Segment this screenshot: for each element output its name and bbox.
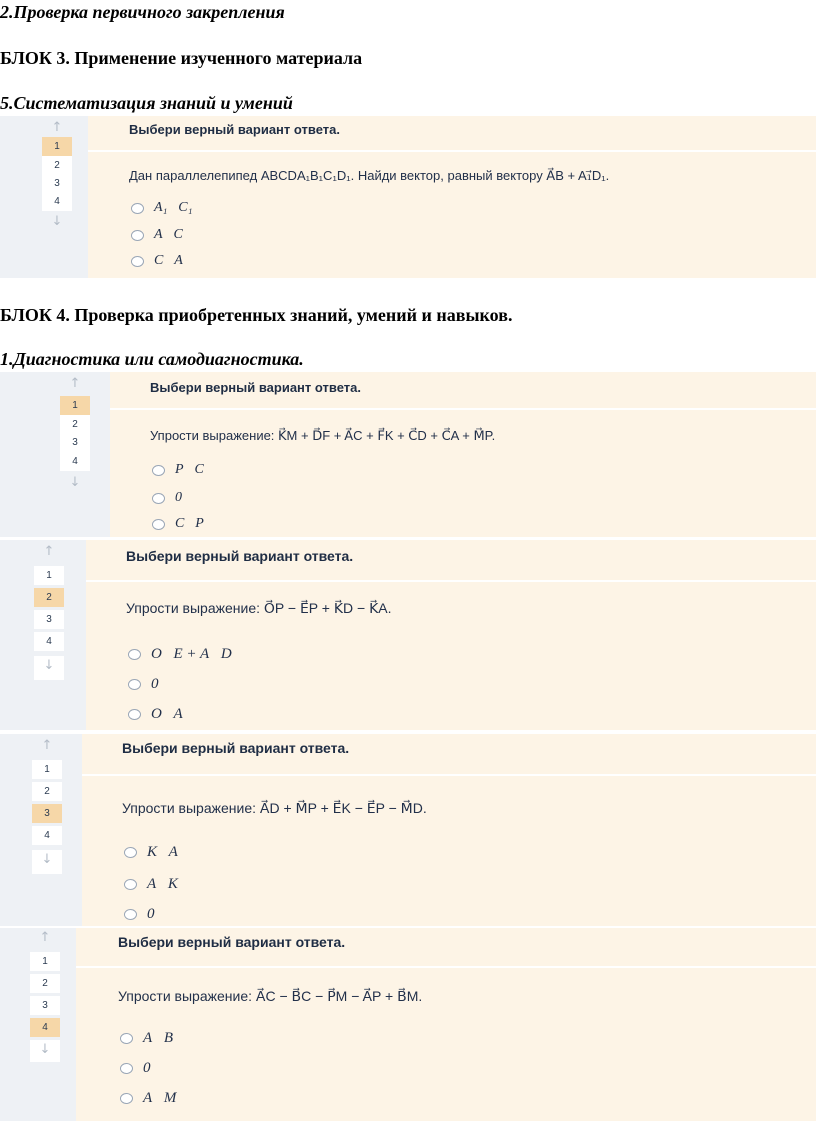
question-nav: [0, 734, 82, 926]
radio-icon[interactable]: [152, 519, 165, 530]
block-3-title: БЛОК 3. Применение изученного материала: [0, 48, 363, 68]
answer-option-1[interactable]: [128, 646, 232, 663]
question-heading: Выбери верный вариант ответа.: [126, 548, 354, 564]
option-label: A⃗M: [143, 1090, 177, 1106]
radio-icon[interactable]: [128, 649, 141, 660]
answer-option-1[interactable]: [120, 1030, 173, 1047]
arrow-up-icon[interactable]: ↑: [39, 930, 51, 945]
question-text: Упрости выражение: K⃗M + D⃗F + A⃗C + F⃗K + C⃗D + C⃗A + M⃗P.: [150, 428, 496, 443]
option-label: 0⃗: [151, 676, 171, 692]
arrow-down-icon[interactable]: ↓: [34, 656, 64, 680]
nav-question-3[interactable]: 3: [42, 174, 72, 193]
nav-question-4[interactable]: 4: [30, 1018, 60, 1037]
quiz-panel-5: [0, 928, 816, 1121]
radio-icon[interactable]: [131, 230, 144, 241]
arrow-down-icon[interactable]: ↓: [32, 850, 62, 874]
option-label: A₁⃗C₁: [154, 200, 193, 215]
nav-question-3[interactable]: 3: [32, 804, 62, 823]
radio-icon[interactable]: [120, 1093, 133, 1104]
question-text: Упрости выражение: A⃗C − B⃗C − P⃗M − A⃗P + B⃗M.: [118, 988, 423, 1004]
radio-icon[interactable]: [131, 203, 144, 214]
quiz-panel-1: [0, 116, 816, 278]
nav-question-1[interactable]: 1: [42, 137, 72, 156]
nav-question-1[interactable]: 1: [32, 760, 62, 779]
radio-icon[interactable]: [152, 465, 165, 476]
question-text: Дан параллелепипед ABCDA₁B₁C₁D₁. Найди вектор, равный вектору A⃗B + A₁⃗D₁.: [129, 168, 610, 183]
quiz-panel-4: [0, 734, 816, 926]
divider: [82, 774, 816, 776]
answer-option-1[interactable]: [131, 200, 193, 216]
nav-question-1[interactable]: 1: [34, 566, 64, 585]
question-heading: Выбери верный вариант ответа.: [150, 380, 361, 395]
arrow-down-icon[interactable]: ↓: [69, 475, 81, 490]
question-heading: Выбери верный вариант ответа.: [118, 934, 346, 950]
nav-question-1[interactable]: 1: [30, 952, 60, 971]
radio-icon[interactable]: [124, 879, 137, 890]
section-title-systematization: 5.Систематизация знаний и умений: [0, 93, 293, 113]
question-nav: [0, 116, 88, 278]
answer-option-3[interactable]: [131, 253, 183, 269]
quiz-panel-3: [0, 540, 816, 730]
answer-option-3[interactable]: [152, 516, 204, 532]
nav-question-3[interactable]: 3: [60, 433, 90, 452]
nav-question-3[interactable]: 3: [30, 996, 60, 1015]
answer-option-2[interactable]: [124, 876, 178, 893]
radio-icon[interactable]: [124, 847, 137, 858]
nav-question-2[interactable]: 2: [30, 974, 60, 993]
answer-option-1[interactable]: [124, 844, 178, 861]
nav-question-4[interactable]: 4: [32, 826, 62, 845]
radio-icon[interactable]: [120, 1063, 133, 1074]
option-label: A⃗C: [154, 227, 183, 242]
nav-question-4[interactable]: 4: [60, 452, 90, 471]
arrow-up-icon[interactable]: ↑: [41, 738, 53, 753]
radio-icon[interactable]: [128, 709, 141, 720]
option-label: C⃗A: [154, 253, 183, 268]
quiz-panel-2: [0, 372, 816, 537]
question-nav: [0, 372, 110, 537]
nav-question-4[interactable]: 4: [34, 632, 64, 651]
nav-question-1[interactable]: 1: [60, 396, 90, 415]
answer-option-2[interactable]: [131, 227, 183, 243]
nav-question-3[interactable]: 3: [34, 610, 64, 629]
answer-option-2[interactable]: [120, 1060, 162, 1077]
radio-icon[interactable]: [128, 679, 141, 690]
arrow-up-icon[interactable]: ↑: [69, 376, 81, 391]
nav-question-2[interactable]: 2: [42, 156, 72, 175]
question-text: Упрости выражение: A⃗D + M⃗P + E⃗K − E⃗P − M⃗D.: [122, 800, 427, 816]
divider: [88, 150, 816, 152]
question-text: Упрости выражение: O⃗P − E⃗P + K⃗D − K⃗A.: [126, 600, 392, 616]
answer-option-3[interactable]: [120, 1090, 176, 1107]
block-4-title: БЛОК 4. Проверка приобретенных знаний, умений и навыков.: [0, 305, 513, 325]
divider: [86, 580, 816, 582]
answer-option-2[interactable]: [128, 676, 170, 693]
question-heading: Выбери верный вариант ответа.: [129, 122, 340, 137]
question-nav: [0, 540, 86, 730]
arrow-down-icon[interactable]: ↓: [30, 1040, 60, 1062]
answer-option-1[interactable]: [152, 462, 204, 478]
option-label: O⃗A: [151, 706, 183, 722]
question-heading: Выбери верный вариант ответа.: [122, 740, 350, 756]
arrow-down-icon[interactable]: ↓: [51, 214, 63, 229]
question-nav: [0, 928, 76, 1121]
option-label: K⃗A: [147, 844, 178, 860]
radio-icon[interactable]: [124, 909, 137, 920]
divider: [110, 408, 816, 410]
nav-question-2[interactable]: 2: [60, 415, 90, 434]
option-label: 0⃗: [175, 490, 193, 505]
option-label: P⃗C: [175, 462, 204, 477]
answer-option-3[interactable]: [124, 906, 166, 923]
divider: [76, 966, 816, 968]
arrow-up-icon[interactable]: ↑: [51, 120, 63, 135]
nav-question-2[interactable]: 2: [32, 782, 62, 801]
option-label: A⃗B: [143, 1030, 173, 1046]
arrow-up-icon[interactable]: ↑: [43, 544, 55, 559]
option-label: A⃗K: [147, 876, 178, 892]
option-label: 0⃗: [143, 1060, 163, 1076]
answer-option-3[interactable]: [128, 706, 183, 723]
nav-question-4[interactable]: 4: [42, 192, 72, 211]
radio-icon[interactable]: [120, 1033, 133, 1044]
option-label: C⃗P: [175, 516, 204, 531]
radio-icon[interactable]: [152, 493, 165, 504]
section-title-diagnostics: 1.Диагностика или самодиагностика.: [0, 349, 304, 369]
radio-icon[interactable]: [131, 256, 144, 267]
section-title-primary-consolidation: 2.Проверка первичного закрепления: [0, 2, 285, 22]
option-label: 0⃗: [147, 906, 167, 922]
answer-option-2[interactable]: [152, 490, 193, 506]
nav-question-2[interactable]: 2: [34, 588, 64, 607]
option-label: O⃗E + A⃗D: [151, 646, 232, 662]
